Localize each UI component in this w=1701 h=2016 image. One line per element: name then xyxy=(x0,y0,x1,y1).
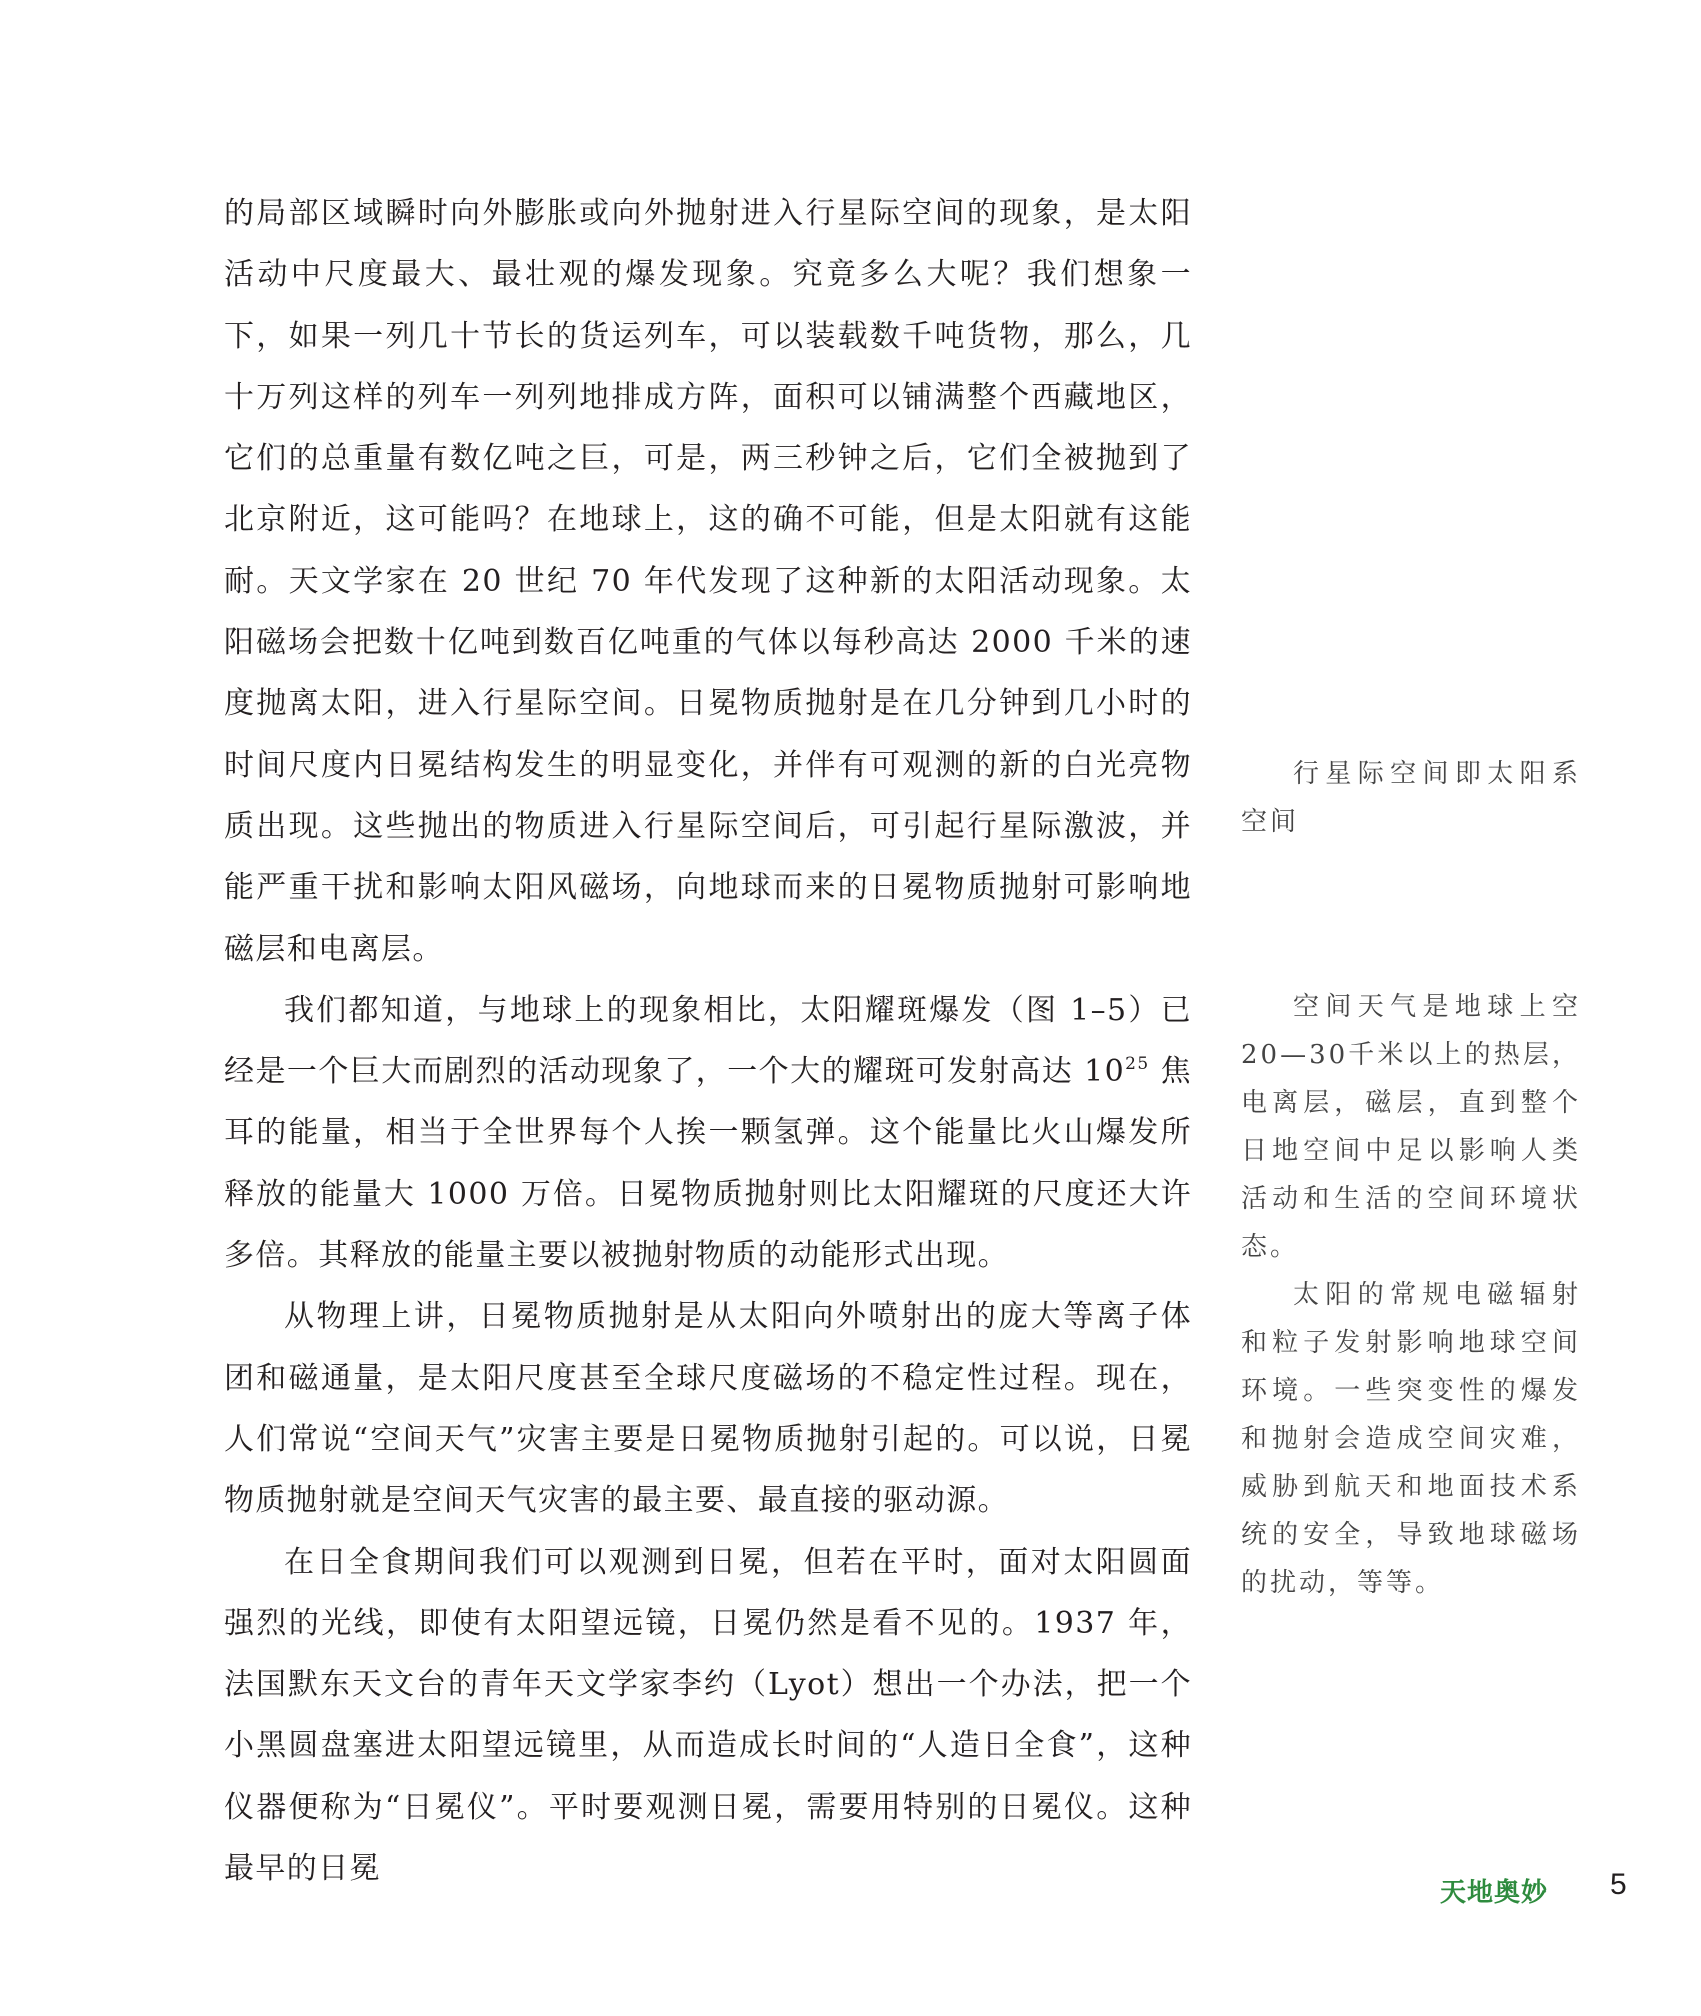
paragraph-cme-physics: 从物理上讲，日冕物质抛射是从太阳向外喷射出的庞大等离子体团和磁通量，是太阳尺度甚至全球尺度磁场的不稳定性过程。现在，人们常说“空间天气”灾害主要是日冕物质抛射引起的。可以说，日冕物质抛射就是空间天气灾害的最主要、最直接的驱动源。 xyxy=(224,1299,1192,1519)
paragraph-coronagraph: 在日全食期间我们可以观测到日冕，但若在平时，面对太阳圆面强烈的光线，即使有太阳望远镜，日冕仍然是看不见的。1937 年，法国默东天文台的青年天文学家李约（Lyot）想出一个办法，把一个小黑圆盘塞进太阳望远镜里，从而造成长时间的“人造日全食”，这种仪器便称为“日冕仪”。平时要观测日冕，需要用特别的日冕仪。这种最早的日冕 xyxy=(224,1544,1192,1887)
paragraph-solar-flare xyxy=(224,980,1192,1286)
page-number: 5 xyxy=(1610,1868,1627,1901)
sidenote-interplanetary xyxy=(1241,750,1581,846)
flare-text-part2: 焦耳的能量，相当于全世界每个人挨一颗氢弹。这个能量比火山爆发所释放的能量大 1000 万倍。日冕物质抛射则比太阳耀斑的尺度还大许多倍。其释放的能量主要以被抛射物质的动能形式出现。 xyxy=(224,1054,1192,1274)
sidenote-space-weather-definition: 空间天气是地球上空20—30千米以上的热层，电离层，磁层，直到整个日地空间中足以影响人类活动和生活的空间环境状态。 xyxy=(1241,992,1581,1262)
paragraph-cme-intro: 的局部区域瞬时向外膨胀或向外抛射进入行星际空间的现象，是太阳活动中尺度最大、最壮观的爆发现象。究竟多么大呢？我们想象一下，如果一列几十节长的货运列车，可以装载数千吨货物，那么，几十万列这样的列车一列列地排成方阵，面积可以铺满整个西藏地区，它们的总重量有数亿吨之巨，可是，两三秒钟之后，它们全被抛到了北京附近，这可能吗？在地球上，这的确不可能，但是太阳就有这能耐。天文学家在 20 世纪 70 年代发现了这种新的太阳活动现象。太阳磁场会把数十亿吨到数百亿吨重的气体以每秒高达 2000 千米的速度抛离太阳，进入行星际空间。日冕物质抛射是在几分钟到几小时的时间尺度内日冕结构发生的明显变化，并伴有可观测的新的白光亮物质出现。这些抛出的物质进入行星际空间后，可引起行星际激波，并能严重干扰和影响太阳风磁场，向地球而来的日冕物质抛射可影响地磁层和电离层。 xyxy=(224,196,1192,967)
flare-text-part1: 我们都知道，与地球上的现象相比，太阳耀斑爆发（图 1–5）已经是一个巨大而剧烈的活动现象了，一个大的耀斑可发射高达 10 xyxy=(224,992,1192,1090)
sidenote-space-weather xyxy=(1241,983,1581,1607)
running-footer-title: 天地奥妙 xyxy=(1440,1878,1549,1908)
main-text-column xyxy=(224,183,1192,1899)
sidenote-space-weather-impact: 太阳的常规电磁辐射和粒子发射影响地球空间环境。一些突变性的爆发和抛射会造成空间灾难，威胁到航天和地面技术系统的安全，导致地球磁场的扰动，等等。 xyxy=(1241,1280,1581,1598)
sidenote-interplanetary-text: 行星际空间即太阳系空间 xyxy=(1241,759,1581,837)
energy-exponent: 25 xyxy=(1125,1054,1150,1075)
